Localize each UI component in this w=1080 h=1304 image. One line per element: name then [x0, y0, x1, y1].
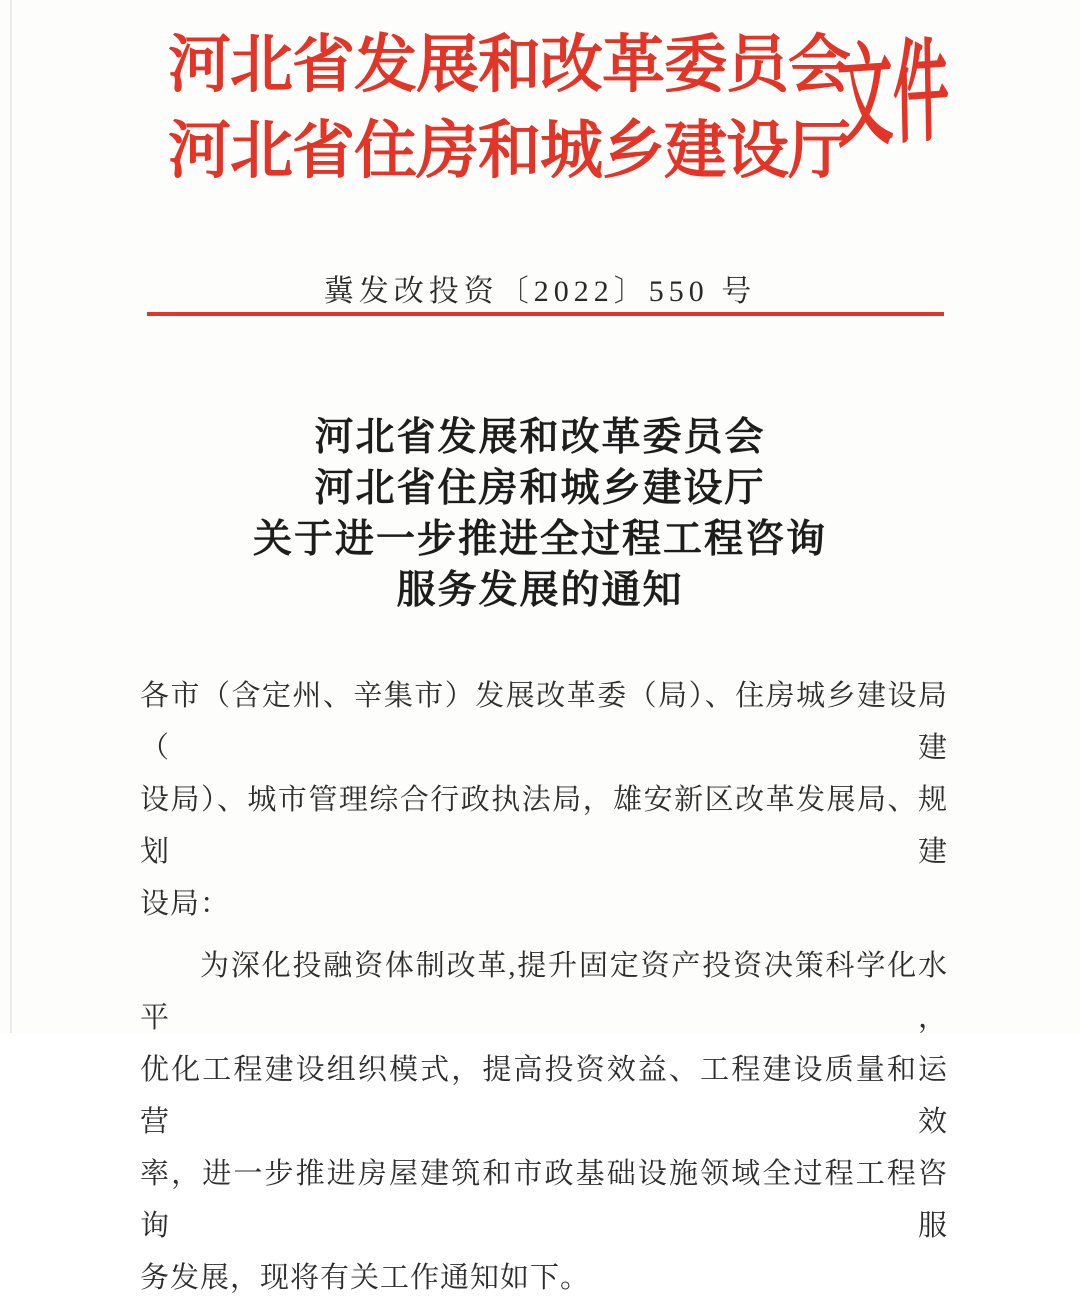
recipients-line-2: 设局）、城市管理综合行政执法局，雄安新区改革发展局、规划建 [140, 784, 948, 868]
letterhead [168, 22, 850, 194]
intro-line-2: 优化工程建设组织模式，提高投资效益、工程建设质量和运营效 [140, 1054, 948, 1138]
document-title-line-4: 服务发展的通知 [396, 569, 684, 612]
document-type-marker: 文件 [835, 30, 950, 162]
red-separator-line [147, 312, 944, 316]
recipients-line-3: 设局： [140, 888, 231, 920]
document-body [140, 670, 948, 1304]
issuing-agency-line-1: 河北省发展和改革委员会 [168, 30, 850, 100]
intro-line-3: 率，进一步推进房屋建筑和市政基础设施领域全过程工程咨询服 [140, 1158, 948, 1242]
intro-line-1: 为深化投融资体制改革,提升固定资产投资决策科学化水平， [140, 950, 948, 1034]
issuing-agency-line-2: 河北省住房和城乡建设厅 [168, 116, 850, 186]
document-title [0, 412, 1080, 616]
document-title-line-2: 河北省住房和城乡建设厅 [314, 467, 766, 510]
document-title-line-3: 关于进一步推进全过程工程咨询 [252, 518, 827, 561]
recipients-paragraph [140, 670, 948, 930]
intro-line-4: 务发展，现将有关工作通知如下。 [140, 1262, 591, 1294]
document-title-line-1: 河北省发展和改革委员会 [314, 416, 766, 459]
intro-paragraph [140, 940, 948, 1304]
recipients-line-1: 各市（含定州、辛集市）发展改革委（局）、住房城乡建设局（建 [140, 680, 948, 764]
document-reference-number: 冀发改投资〔2022〕550 号 [323, 275, 757, 308]
